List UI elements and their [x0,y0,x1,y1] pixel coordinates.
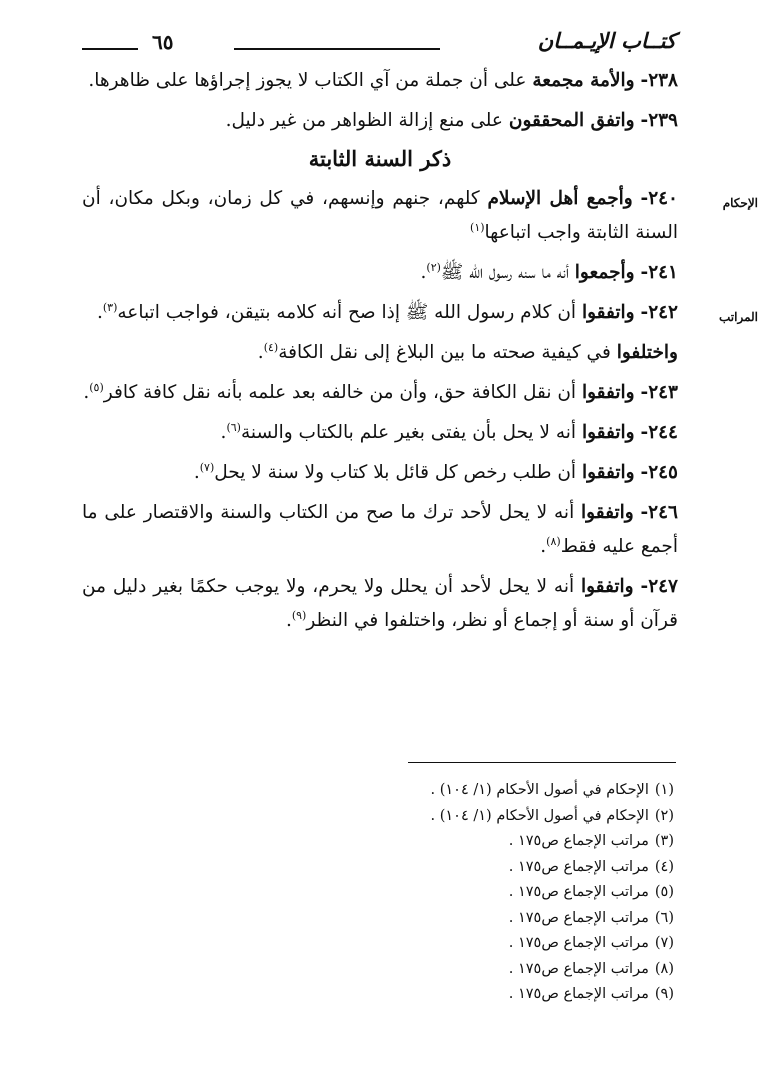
paragraph-number: ٢٤٤- [640,422,678,443]
footnote-ref[interactable]: (٣) [102,300,118,314]
footnote-item: (٩)مراتب الإجماع ص١٧٥ . [508,986,674,1002]
paragraph-text: أن كلام رسول الله ﷺ إذا صح أنه كلامه بتيقن، فواجب اتباعه [117,302,577,323]
header-rule-left [82,48,138,50]
paragraph-lead: واتفقوا [581,382,635,403]
paragraph-244: ٢٤٤- واتفقوا أنه لا يحل بأن يفتى بغير علم بالكتاب والسنة$^{(٦)}$. [220,420,678,443]
paragraph-241: ٢٤١- وأجمعوا أنه ما سنه رسول الله ﷺ$^{(٢)}$. [420,260,678,283]
paragraph-text: في كيفية صحته ما بين البلاغ إلى نقل الكافة [278,342,611,363]
footnote-ref[interactable]: (١) [470,220,485,234]
paragraph-number: ٢٤٢- [640,302,678,323]
paragraph-number: ٢٤٥- [640,462,678,483]
paragraph-lead: واتفقوا [581,302,635,323]
paragraph-text: أنه لا يحل لأحد ترك ما صح من الكتاب والسنة والاقتصار على ما أجمع عليه فقط [82,502,678,557]
header-rule-right [234,48,440,50]
paragraph-number: ٢٤٦- [640,502,678,523]
paragraph-text: أن طلب رخص كل قائل بلا كتاب ولا سنة لا يحل [214,462,577,483]
paragraph-text: أنه لا يحل بأن يفتى بغير علم بالكتاب والسنة [240,422,577,443]
paragraph-lead: واتفقوا [581,502,634,523]
paragraph-text: على أن جملة من آي الكتاب لا يجوز إجراؤها على ظاهرها. [88,70,527,91]
footnote-ref[interactable]: (٥) [89,380,104,394]
paragraph-number: ٢٤٠- [640,188,678,209]
paragraph-lead: والأمة مجمعة [532,70,635,91]
paragraph-text: أنه لا يحل لأحد أن يحلل ولا يحرم، ولا يوجب حكمًا بغير دليل من قرآن أو سنة أو إجماع أو نظر، واختلفوا في النظر [82,576,678,631]
page-header [82,28,676,64]
paragraph-number: ٢٣٩- [640,110,678,131]
paragraph-lead: واتفقوا [581,462,635,483]
paragraph-lead: واتفقوا [580,576,634,597]
paragraph-242: المراتب ٢٤٢- واتفقوا أن كلام رسول الله ﷺ إذا صح أنه كلامه بتيقن، فواجب اتباعه$^{(٣)}$. [82,296,678,330]
paragraph-242-continued: واختلفوا في كيفية صحته ما بين البلاغ إلى نقل الكافة$^{(٤)}$. [257,340,678,363]
footnote-item: (١)الإحكام في أصول الأحكام (١/ ١٠٤) . [430,782,674,798]
section-heading: ذكر السنة الثابتة [308,146,452,171]
footnote-ref[interactable]: (٦) [226,420,241,434]
paragraph-lead: واختلفوا [616,342,678,363]
footnote-item: (٨)مراتب الإجماع ص١٧٥ . [508,960,674,977]
paragraph-text: أنه ما سنه رسول الله ﷺ [440,262,569,283]
paragraph-number: ٢٤٧- [640,576,678,597]
footnote-ref[interactable]: (٩) [291,608,307,622]
paragraph-240 [82,182,758,250]
paragraph-246: ٢٤٦- واتفقوا أنه لا يحل لأحد ترك ما صح من الكتاب والسنة والاقتصار على ما أجمع عليه فقط$^{(٨)}$. [82,502,678,557]
footnote-ref[interactable]: (٢) [426,260,441,274]
paragraph-245: ٢٤٥- واتفقوا أن طلب رخص كل قائل بلا كتاب ولا سنة لا يحل$^{(٧)}$. [193,460,678,483]
running-title: كتــاب الإيـمــان [537,28,676,53]
footnote-item: (٣)مراتب الإجماع ص١٧٥ . [508,833,674,849]
paragraph-text: أن نقل الكافة حق، وأن من خالفه بعد علمه بأنه نقل كافة كافر [103,382,577,403]
paragraph-lead: وأجمعوا [574,262,635,283]
main-text [82,64,758,644]
page-number: ٦٥ [152,30,174,54]
paragraph-number: ٢٤٣- [640,382,678,403]
footnote-separator [408,762,676,763]
footnote-ref[interactable]: (٧) [199,460,215,474]
paragraph-239 [82,104,678,138]
paragraph-243: ٢٤٣- واتفقوا أن نقل الكافة حق، وأن من خالفه بعد علمه بأنه نقل كافة كافر$^{(٥)}$. [83,380,678,403]
paragraph-number: ٢٣٨- [640,70,678,91]
paragraph-247: ٢٤٧- واتفقوا أنه لا يحل لأحد أن يحلل ولا يحرم، ولا يوجب حكمًا بغير دليل من قرآن أو سنة أو إجماع أو نظر، واختلفوا في النظر$^{(٩)}$. [82,576,678,631]
footnote-item: (٧)مراتب الإجماع ص١٧٥ . [508,935,674,951]
margin-note-ihkam: الإحكام [722,196,758,210]
footnote-item: (٥)مراتب الإجماع ص١٧٥ . [508,884,674,900]
footnotes [82,778,678,1008]
paragraph-text: على منع إزالة الظواهر من غير دليل. [225,110,503,131]
footnote-ref[interactable]: (٤) [263,340,279,354]
paragraph-lead: وأجمع أهل الإسلام [487,188,633,209]
paragraph-text: كلهم، جنهم وإنسهم، في كل زمان، وبكل مكان، أن السنة الثابتة واجب اتباعها [82,188,678,243]
footnote-item: (٦)مراتب الإجماع ص١٧٥ . [508,909,674,926]
paragraph-lead: واتفقوا [581,422,635,443]
paragraph-238 [82,64,678,98]
footnote-item: (٤)مراتب الإجماع ص١٧٥ . [508,858,674,875]
footnote-item: (٢)الإحكام في أصول الأحكام (١/ ١٠٤) . [430,807,674,824]
margin-note-maratib: المراتب [718,310,758,324]
paragraph-number: ٢٤١- [640,262,678,283]
paragraph-lead: واتفق المحققون [508,110,635,131]
footnote-ref[interactable]: (٨) [546,534,561,548]
